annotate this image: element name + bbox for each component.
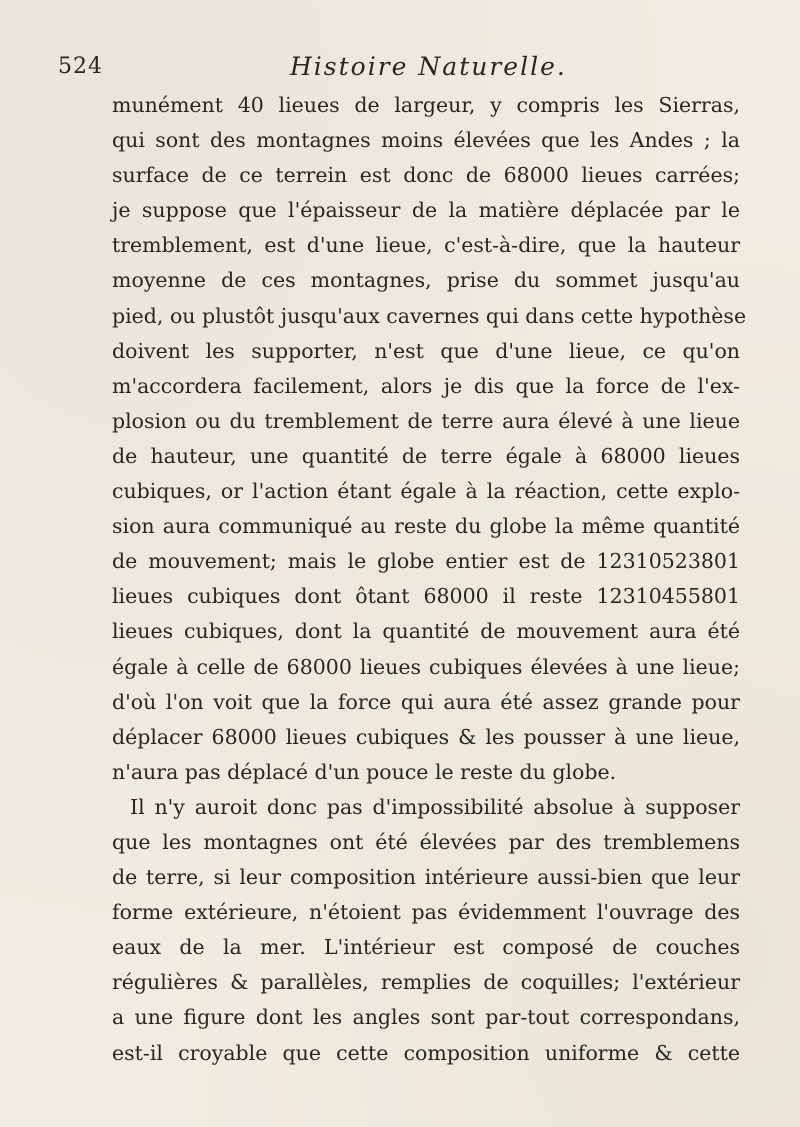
text-line: pied, ou plustôt jusqu'aux cavernes qui dans cette hypothèse: [112, 303, 747, 328]
text-line: moyenne de ces montagnes, prise du sommet jusqu'au: [112, 268, 740, 293]
text-line: de terre, si leur composition intérieure aussi-bien que leur: [112, 865, 740, 890]
page-header: [58, 52, 748, 88]
paragraph-start-line: Il n'y auroit donc pas d'impossibilité absolue à supposer: [130, 794, 740, 819]
text-line: plosion ou du tremblement de terre aura élevé à une lieue: [112, 408, 740, 433]
text-line: qui sont des montagnes moins élevées que les Andes ; la: [112, 128, 740, 153]
text-line: cubiques, or l'action étant égale à la réaction, cette explo-: [112, 479, 740, 504]
text-line: doivent les supporter, n'est que d'une lieue, ce qu'on: [112, 338, 740, 363]
text-line: a une figure dont les angles sont par-tout correspondans,: [112, 1005, 740, 1030]
text-line: munément 40 lieues de largeur, y compris les Sierras,: [112, 93, 740, 117]
text-line: de hauteur, une quantité de terre égale à 68000 lieues: [112, 443, 740, 468]
text-line: de mouvement; mais le globe entier est de 12310523801: [112, 549, 740, 574]
text-line: d'où l'on voit que la force qui aura été assez grande pour: [112, 689, 740, 714]
text-line: m'accordera facilement, alors je dis que la force de l'ex-: [112, 373, 740, 398]
text-line: lieues cubiques, dont la quantité de mouvement aura été: [112, 619, 740, 644]
text-line: n'aura pas déplacé d'un pouce le reste du globe.: [112, 759, 617, 784]
page-number: 524: [58, 54, 103, 79]
text-line: régulières & parallèles, remplies de coquilles; l'extérieur: [112, 970, 740, 995]
text-line: que les montagnes ont été élevées par des tremblemens: [112, 829, 740, 854]
text-line: déplacer 68000 lieues cubiques & les pousser à une lieue,: [112, 724, 740, 749]
text-line: je suppose que l'épaisseur de la matière déplacée par le: [112, 198, 740, 223]
text-line: lieues cubiques dont ôtant 68000 il reste 12310455801: [112, 584, 740, 609]
text-line: tremblement, est d'une lieue, c'est-à-dire, que la hauteur: [112, 233, 740, 258]
running-title: Histoire Naturelle.: [290, 52, 567, 81]
text-line: eaux de la mer. L'intérieur est composé de couches: [112, 935, 740, 960]
text-line: égale à celle de 68000 lieues cubiques élevées à une lieue;: [112, 654, 740, 679]
text-line: est-il croyable que cette composition uniforme & cette: [112, 1040, 740, 1065]
text-line: forme extérieure, n'étoient pas évidemment l'ouvrage des: [112, 900, 740, 925]
text-line: sion aura communiqué au reste du globe la même quantité: [112, 514, 740, 539]
body-text: [112, 88, 747, 1071]
text-line: surface de ce terrein est donc de 68000 lieues carrées;: [112, 163, 740, 188]
